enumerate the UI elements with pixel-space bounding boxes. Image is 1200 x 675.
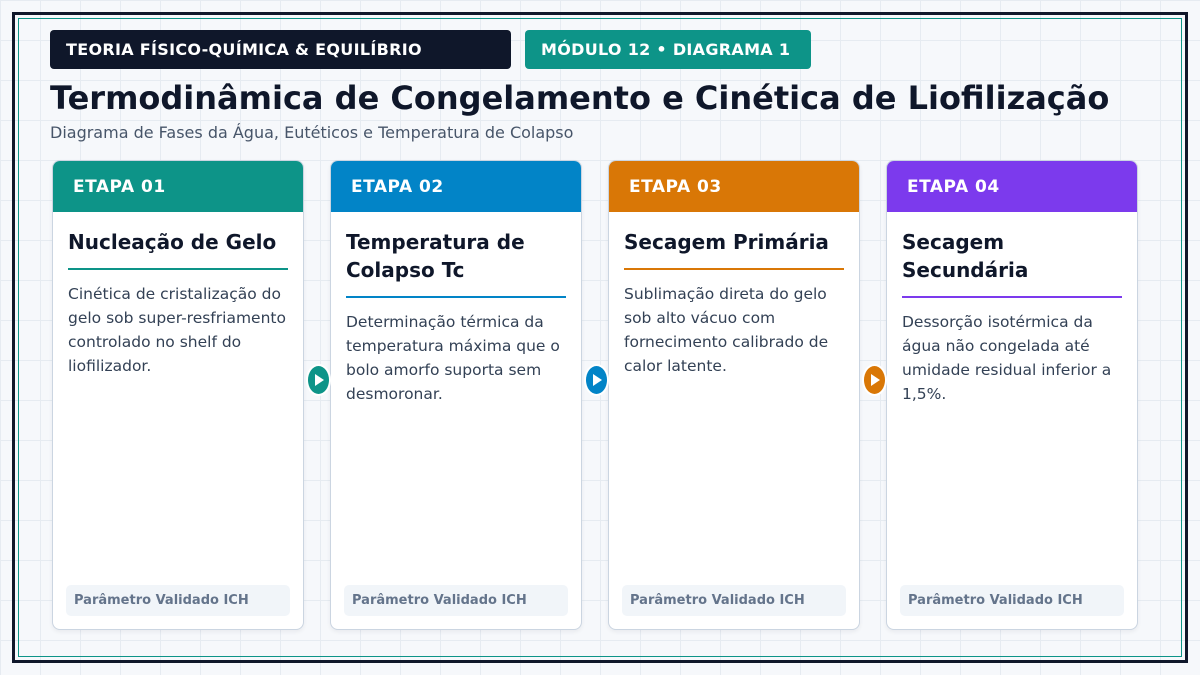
step-card-1: [52, 160, 304, 630]
step-card-title: Temperatura de Colapso Tc: [346, 228, 566, 298]
step-card-footer: Parâmetro Validado ICH: [66, 585, 290, 616]
step-card-footer: Parâmetro Validado ICH: [900, 585, 1124, 616]
step-card-description: Cinética de cristalização do gelo sob super-resfriamento controlado no shelf do liofilizador.: [68, 285, 286, 375]
step-card-description: Sublimação direta do gelo sob alto vácuo com fornecimento calibrado de calor latente.: [624, 285, 829, 375]
play-arrow-icon: [862, 364, 887, 396]
step-card-footer: Parâmetro Validado ICH: [622, 585, 846, 616]
module-badge: MÓDULO 12 • DIAGRAMA 1: [525, 30, 811, 69]
step-card-title: Secagem Primária: [624, 228, 844, 270]
step-card-description: Dessorção isotérmica da água não congelada até umidade residual inferior a 1,5%.: [902, 313, 1112, 403]
page-subtitle: Diagrama de Fases da Água, Eutéticos e Temperatura de Colapso: [50, 123, 574, 142]
step-card-2: [330, 160, 582, 630]
theory-badge: TEORIA FÍSICO-QUÍMICA & EQUILÍBRIO: [50, 30, 511, 69]
step-card-header: ETAPA 02: [331, 161, 581, 212]
play-arrow-icon: [584, 364, 609, 396]
play-arrow-icon: [306, 364, 331, 396]
page-title: Termodinâmica de Congelamento e Cinética de Liofilização: [50, 79, 1110, 117]
step-card-title: Nucleação de Gelo: [68, 228, 288, 270]
step-card-title: Secagem Secundária: [902, 228, 1122, 298]
step-card-header: ETAPA 04: [887, 161, 1137, 212]
step-card-4: [886, 160, 1138, 630]
step-card-description: Determinação térmica da temperatura máxima que o bolo amorfo suporta sem desmoronar.: [346, 313, 560, 403]
step-card-header: ETAPA 01: [53, 161, 303, 212]
step-card-header: ETAPA 03: [609, 161, 859, 212]
step-card-3: [608, 160, 860, 630]
step-card-footer: Parâmetro Validado ICH: [344, 585, 568, 616]
